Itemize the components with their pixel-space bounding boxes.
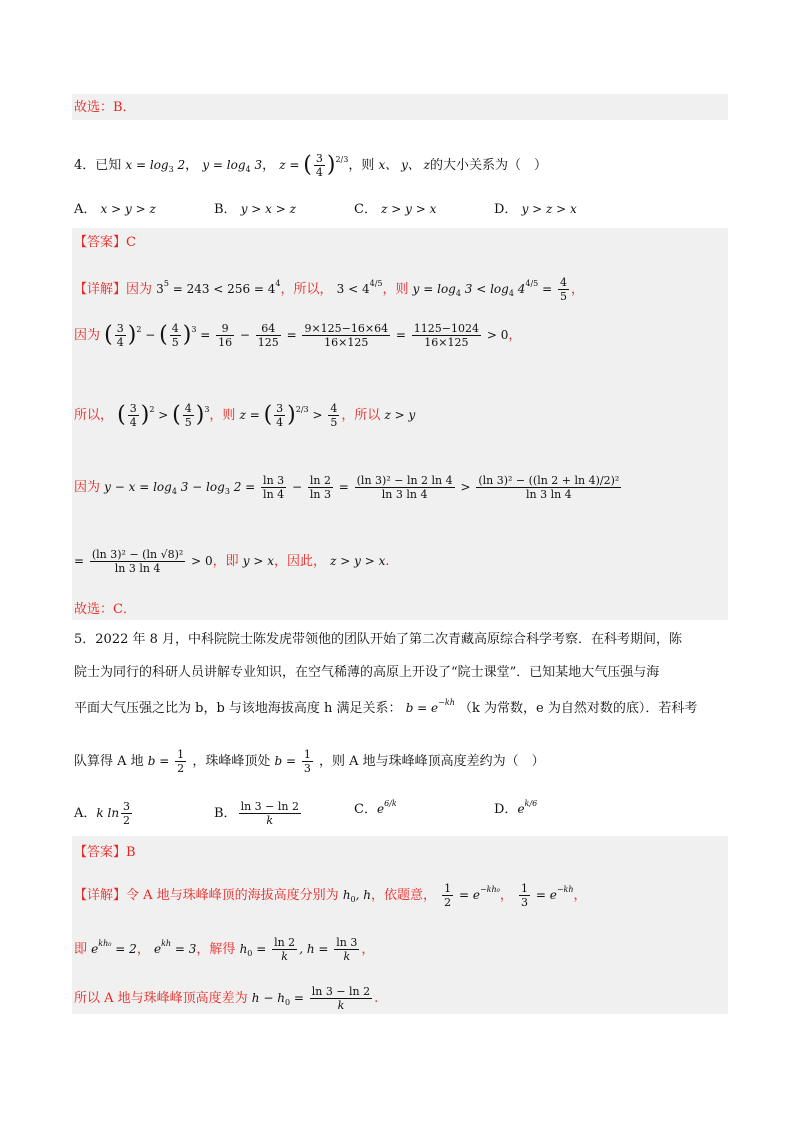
q4-detail-4 <box>74 474 623 501</box>
q4-math-6: z = ( $\frac{3}{4}$ )$^{2/3}$ > $\frac{4}{5}$ <box>239 402 338 429</box>
q5-option-d: D．$e^{k/6}$ <box>494 799 538 817</box>
q4-math-2: $3 < 4^{4/5}$ <box>336 279 383 296</box>
q4-z-def: z = ( $\frac{3}{4}$ )$^{2/3}$ <box>279 152 349 179</box>
q4-math-1: $3^5 = 243 < 256 = 4^4$ <box>156 279 281 296</box>
q4-option-d: D． y > z > x <box>494 202 577 217</box>
q5-option-a: A．k ln $\frac{3}{2}$ <box>74 800 131 827</box>
q5-stem-2: 院士为同行的科研人员讲解专业知识，在空气稀薄的高原上开设了“院士课堂”．已知某地大气压强与海 <box>74 665 660 680</box>
q5-detail-1 <box>74 882 587 909</box>
q5-math-4: $e^{kh_0} = 2$ <box>91 939 137 956</box>
q4-because3: 因为 <box>74 480 101 495</box>
q4-math-7: z > y <box>384 408 416 422</box>
q4-math-10: y > x <box>242 554 274 568</box>
q5-detail-tag: 【详解】 <box>74 888 127 903</box>
q4-ji: ，即 <box>212 554 239 569</box>
q4-then: ，则 <box>348 158 375 173</box>
conclusion-top: 故选：B． <box>74 100 136 115</box>
q4-math-5: ( $\frac{3}{4}$ )$^2$ > ( $\frac{4}{5}$ )$^3$ <box>117 402 210 429</box>
q5-comma2: ， <box>136 942 150 957</box>
q5-math-6: $h_0$ = $\frac{\ln 2}{k}$ , h = $\frac{\ln 3}{k}$ <box>239 936 358 963</box>
q5-answer: 【答案】B <box>74 845 136 860</box>
q5-stem-3b: （k 为常数，e 为自然对数的底）．若科考 <box>459 701 698 716</box>
q5-comma3: ， <box>361 942 375 957</box>
q4-math-9: = $\frac{\text{(ln 3)² − (ln √8)²}}{\ln 3 \ln 4}$ > 0 <box>74 548 213 575</box>
q4-so: ，所以， <box>280 282 333 297</box>
q5-stem-4c: ，则 A 地与珠峰峰顶高度差约为（ ） <box>318 754 545 769</box>
q4-sep1: ， <box>185 158 199 173</box>
q4-option-c: C． z > y > x <box>354 202 437 217</box>
q5-detail-2 <box>74 936 374 963</box>
q4-then3: ，则 <box>209 408 236 423</box>
q5-math-7: $h - h_0$ = $\frac{\ln 3 - \ln 2}{k}$ <box>251 985 371 1012</box>
q5-comma: ， <box>499 888 513 903</box>
q5-detail-3 <box>74 985 378 1012</box>
q5-option-c: C．$e^{6/k}$ <box>354 799 397 817</box>
q5-stem-4a: 队算得 A 地 <box>74 754 144 769</box>
q4-comma: ， <box>570 282 584 297</box>
q5-stem-3 <box>74 699 697 715</box>
q5-comma-b: ， <box>573 888 587 903</box>
q4-math-11: z > y > x <box>330 554 386 568</box>
answer-bg-top <box>72 94 728 120</box>
question-4-stem <box>74 152 547 179</box>
q5-d1: 令 A 地与珠峰峰顶的海拔高度分别为 <box>126 888 339 903</box>
q5-stem-4b: ，珠峰峰顶处 <box>192 754 271 769</box>
q4-then2: ，则 <box>382 282 409 297</box>
q5-d1b: ，依题意， <box>371 888 437 903</box>
q5-stem-1: 5．2022 年 8 月，中科院院士陈发虎带领他的团队开始了第二次青藏高原综合科学考察．在科考期间，陈 <box>74 632 683 647</box>
q4-sep2: ， <box>262 158 276 173</box>
q5-b-half: b = $\frac{1}{2}$ <box>147 748 185 775</box>
q4-vars: x、 y、 z <box>378 158 430 172</box>
q4-hence: ，因此， <box>274 554 327 569</box>
q4-conclusion: 故选：C． <box>74 602 136 617</box>
q4-detail-2 <box>74 322 521 349</box>
q4-number: 4．已知 <box>74 158 122 173</box>
q5-option-b: B． $\frac{\ln 3 - \ln 2}{k}$ <box>214 800 299 827</box>
q4-math-3: $y = \log_4 3 < \log_4 4^{4/5}$ = $\frac{4}{5}$ <box>412 276 567 303</box>
q5-so: 所以 A 地与珠峰峰顶高度差为 <box>74 991 248 1006</box>
q5-stem-4 <box>74 748 545 775</box>
q5-math-2: $\frac{1}{2}$ = $e^{-kh_0}$ <box>444 882 500 909</box>
q4-so2: 所以， <box>74 408 114 423</box>
q4-option-a: A． x > y > z <box>74 202 156 217</box>
q5-b-third: b = $\frac{1}{3}$ <box>274 748 311 775</box>
q5-math-1: $h_0$, h <box>342 888 371 904</box>
q5-math-3: $\frac{1}{3}$ = $e^{-kh}$ <box>521 882 574 909</box>
q5-ji: 即 <box>74 942 88 957</box>
q4-math-4: ( $\frac{3}{4}$ )$^2$ − ( $\frac{4}{5}$ )$^3$ = $\frac{9}{16}$ − $\frac{64}{125}$ = $\frac{9\times 125-16\times 64}{16\times 125}$ = $\frac{1125-1024}{16\times 125}$ > 0 <box>104 322 509 349</box>
q4-math-8: $y - x = \log_4 3 - \log_3 2$ = $\frac{\ln 3}{\ln 4}$ − $\frac{\ln 2}{\ln 3}$ = $\frac{\text{(ln 3)² − ln 2 ln 4}}{\ln 3 \ln 4}$ > $\frac{\text{(ln 3)² − ((ln 2 + ln 4)/2)²}}{\ln 3 \ln 4}$ <box>104 474 620 501</box>
q5-math-5: $e^{kh} = 3$ <box>153 939 197 956</box>
q5-stem-3a: 平面大气压强之比为 b，b 与该地海拔高度 h 满足关系： <box>74 701 402 716</box>
q5-period: . <box>374 991 379 1006</box>
q4-x-def: $x = \log_3 2$ <box>125 158 186 174</box>
q4-option-b: B． y > x > z <box>214 202 296 217</box>
q4-tail: 的大小关系为（ ） <box>429 158 547 173</box>
q4-because: 因为 <box>126 282 153 297</box>
q5-solve: ，解得 <box>196 942 236 957</box>
q4-detail-5: = $\frac{\text{(ln 3)² − (ln √8)²}}{\ln 3 \ln 4}$ > 0，即 y > x，因此， z > y > x. <box>74 548 390 575</box>
q5-formula: $b = e^{-kh}$ <box>405 698 455 715</box>
q4-y-def: $y = \log_4 3$ <box>202 158 263 174</box>
q4-answer: 【答案】C <box>74 235 136 250</box>
q4-detail-1 <box>74 276 584 303</box>
q4-so3: ，所以 <box>341 408 381 423</box>
q4-detail-3 <box>74 402 415 429</box>
q4-detail-tag: 【详解】 <box>74 282 127 297</box>
q4-because2: 因为 <box>74 328 101 343</box>
q4-comma-2: ， <box>508 328 522 343</box>
